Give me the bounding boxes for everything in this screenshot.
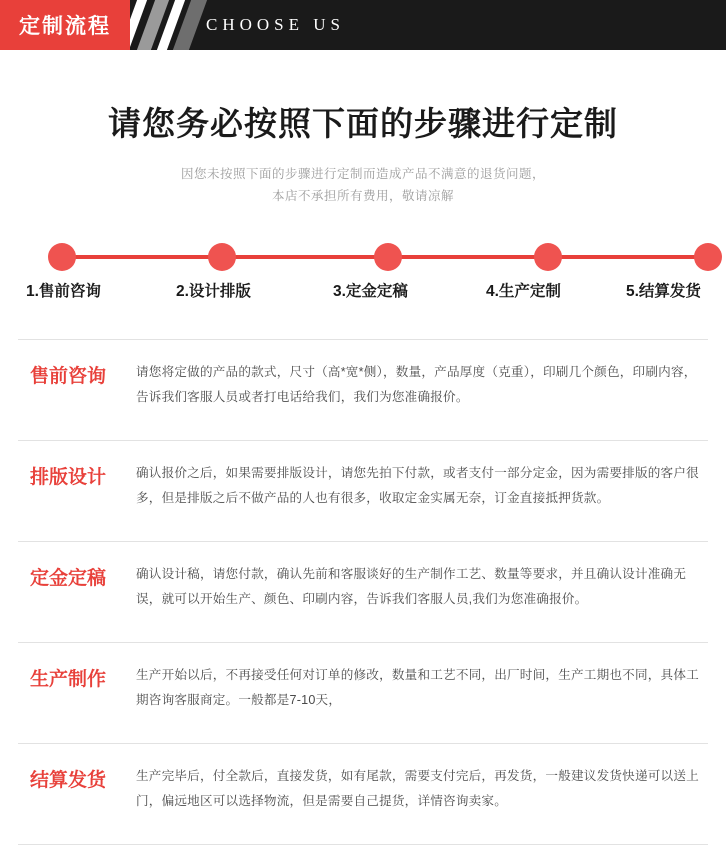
process-section	[18, 642, 708, 743]
process-section	[18, 339, 708, 440]
page-subtitle-line1: 因您未按照下面的步骤进行定制而造成产品不满意的退货问题，	[180, 167, 545, 181]
section-title: 结算发货	[30, 770, 107, 791]
step-label-2: 2.设计排版	[176, 283, 251, 300]
page-title: 请您务必按照下面的步骤进行定制	[108, 105, 618, 142]
section-body: 确认设计稿，请您付款，确认先前和客服谈好的生产制作工艺、数量等要求，并且确认设计准确无误，就可以开始生产、颜色、印刷内容，告诉我们客服人员,我们为您准确报价。	[136, 567, 687, 606]
title-block	[0, 98, 726, 207]
step-dot-3	[374, 243, 402, 271]
section-title: 排版设计	[30, 467, 107, 488]
step-dot-1	[48, 243, 76, 271]
section-body: 请您将定做的产品的款式，尺寸（高*宽*侧），数量，产品厚度（克重），印刷几个颜色，印刷内容，告诉我们客服人员或者打电话给我们，我们为您准确报价。	[136, 365, 697, 404]
page-subtitle-line2: 本店不承担所有费用，敬请凉解	[271, 189, 454, 203]
steps-timeline	[18, 241, 708, 303]
page-header	[0, 0, 726, 50]
section-title: 生产制作	[30, 669, 107, 690]
header-tag-label: 定制流程	[0, 0, 130, 50]
process-sections	[0, 339, 726, 845]
step-label-3: 3.定金定稿	[333, 283, 408, 300]
section-title: 售前咨询	[30, 366, 107, 387]
step-label-5: 5.结算发货	[626, 283, 701, 300]
section-body: 确认报价之后，如果需要排版设计，请您先拍下付款，或者支付一部分定金，因为需要排版的客户很多，但是排版之后不做产品的人也有很多，收取定金实属无奈，订金直接抵押货款。	[136, 466, 699, 505]
section-title: 定金定稿	[30, 568, 107, 589]
step-label-4: 4.生产定制	[486, 283, 561, 300]
section-body: 生产完毕后，付全款后，直接发货，如有尾款，需要支付完后，再发货，一般建议发货快递可以送上门，偏远地区可以选择物流，但是需要自己提货，详情咨询卖家。	[136, 769, 699, 808]
process-section	[18, 541, 708, 642]
section-body: 生产开始以后，不再接受任何对订单的修改，数量和工艺不同，出厂时间，生产工期也不同，具体工期咨询客服商定。一般都是7-10天，	[136, 668, 699, 707]
step-dot-2	[208, 243, 236, 271]
step-dot-5	[694, 243, 722, 271]
process-section	[18, 743, 708, 845]
header-english-label: CHOOSE US	[206, 15, 345, 34]
step-label-1: 1.售前咨询	[26, 283, 101, 300]
process-section	[18, 440, 708, 541]
step-dot-4	[534, 243, 562, 271]
